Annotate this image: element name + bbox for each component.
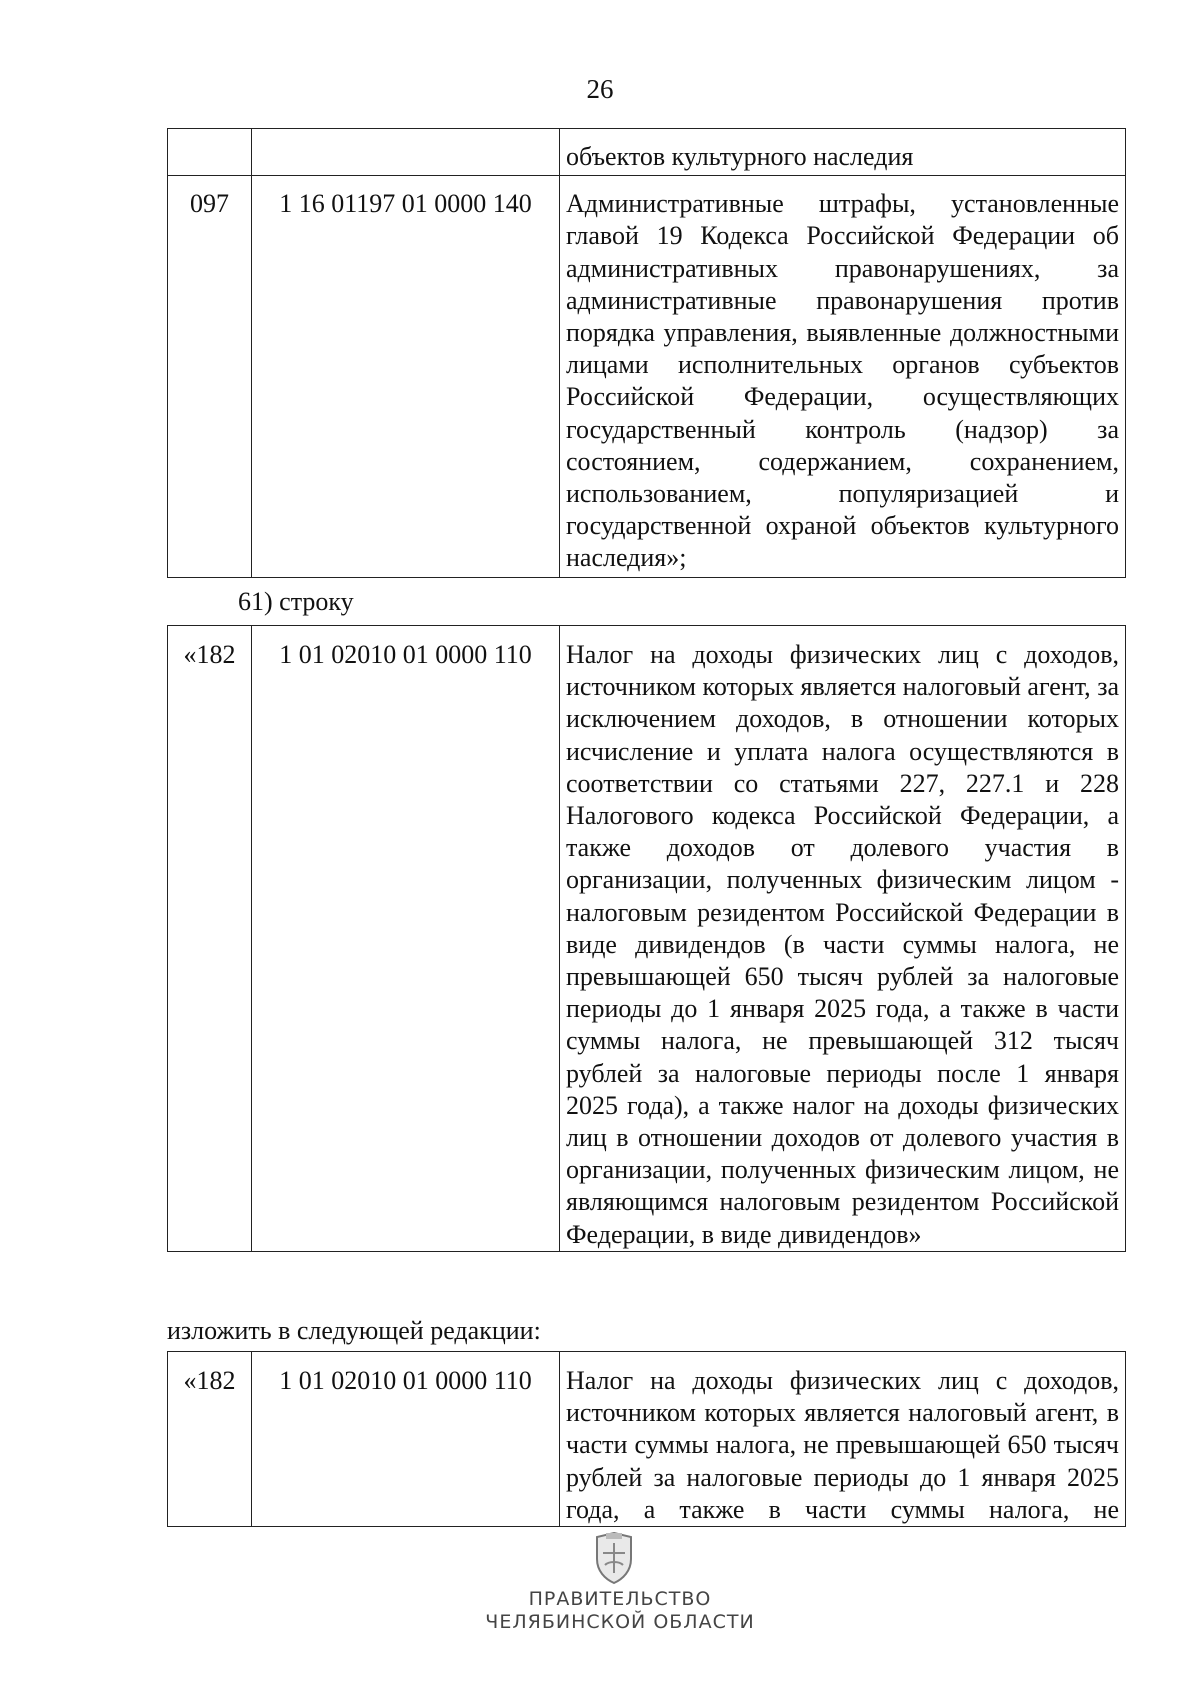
kbk-code-cell: 1 01 02010 01 0000 110 bbox=[252, 1352, 560, 1527]
budget-codes-table-new-row bbox=[167, 1351, 1126, 1527]
table-row bbox=[168, 176, 1126, 577]
description-cell: Налог на доходы физических лиц с доходов, источником которых является налоговый агент, в части суммы налога, не превышающей 650 тысяч рублей за налоговые периоды до 1 января 2025 года, а также в части суммы налога, не bbox=[560, 1352, 1126, 1527]
coat-of-arms-icon bbox=[591, 1531, 637, 1585]
admin-code-cell bbox=[168, 129, 252, 176]
admin-code-cell: 097 bbox=[168, 176, 252, 577]
admin-code-cell: «182 bbox=[168, 626, 252, 1252]
admin-code-cell: «182 bbox=[168, 1352, 252, 1527]
description-cell: Административные штрафы, установленные главой 19 Кодекса Российской Федерации об административных правонарушениях, за административные правонарушения против порядка управления, выявленные должностными лицами исполнительных органов субъектов Российской Федерации, осуществляющих государственный контроль (надзор) за состоянием, содержанием, сохранением, использованием, популяризацией и государственной охраной объектов культурного наследия»; bbox=[560, 176, 1126, 577]
kbk-code-cell bbox=[252, 129, 560, 176]
table-row bbox=[168, 129, 1126, 176]
table-row bbox=[168, 1352, 1126, 1527]
footer-organization-line-1: ПРАВИТЕЛЬСТВО bbox=[528, 1588, 712, 1610]
amendment-instruction: изложить в следующей редакции: bbox=[167, 1316, 541, 1345]
table-row bbox=[168, 626, 1126, 1252]
description-cell: объектов культурного наследия bbox=[560, 129, 1126, 176]
footer-organization-line-2: ЧЕЛЯБИНСКОЙ ОБЛАСТИ bbox=[485, 1611, 755, 1633]
budget-codes-table-previous bbox=[167, 128, 1126, 578]
budget-codes-table-old-row bbox=[167, 625, 1126, 1252]
amendment-item-label: 61) строку bbox=[238, 587, 354, 616]
description-cell: Налог на доходы физических лиц с доходов, источником которых является налоговый агент, за исключением доходов, в отношении которых исчисление и уплата налога осуществляются в соответствии со статьями 227, 227.1 и 228 Налогового кодекса Российской Федерации, а также доходов от долевого участия в организации, полученных физическим лицом - налоговым резидентом Российской Федерации в виде дивидендов (в части суммы налога, не превышающей 650 тысяч рублей за налоговые периоды до 1 января 2025 года, а также в части суммы налога, не превышающей 312 тысяч рублей за налоговые периоды после 1 января 2025 года), а также налог на доходы физических лиц в отношении доходов от долевого участия в организации, полученных физическим лицом, не являющимся налоговым резидентом Российской Федерации, в виде дивидендов» bbox=[560, 626, 1126, 1252]
page-number: 26 bbox=[586, 74, 614, 104]
kbk-code-cell: 1 16 01197 01 0000 140 bbox=[252, 176, 560, 577]
kbk-code-cell: 1 01 02010 01 0000 110 bbox=[252, 626, 560, 1252]
